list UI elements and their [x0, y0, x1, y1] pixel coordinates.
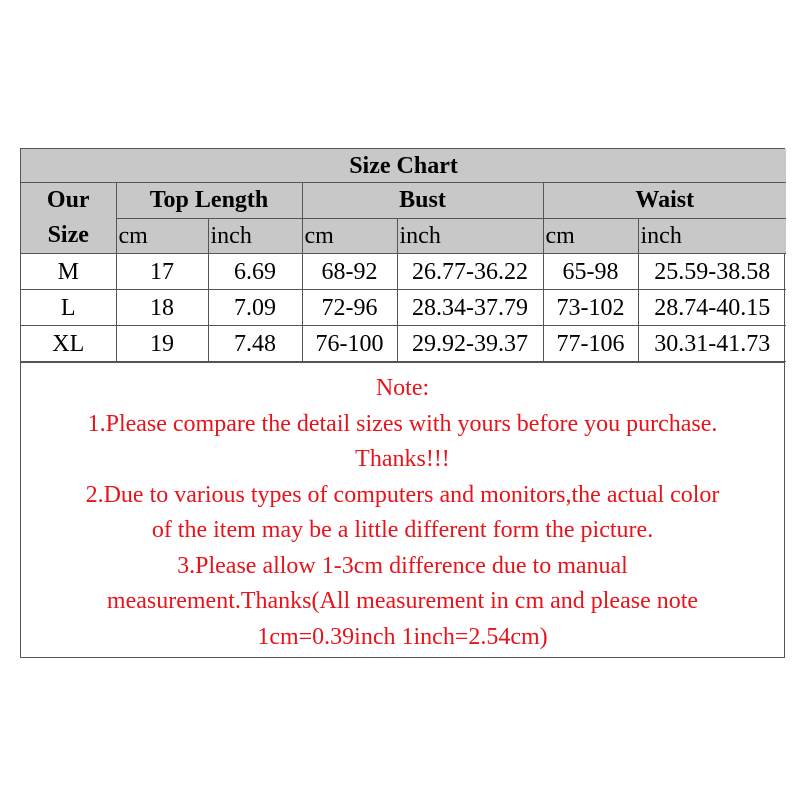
table-row	[21, 254, 786, 290]
size-header-line2: Size	[47, 222, 89, 248]
table-cell: 17	[116, 254, 208, 290]
table-cell: 77-106	[543, 326, 638, 362]
table-cell: 28.34-37.79	[397, 290, 543, 326]
table-cell: 6.69	[208, 254, 302, 290]
note-heading: Note:	[375, 375, 430, 401]
table-cell: 72-96	[302, 290, 397, 326]
note-line: 3.Please allow 1-3cm difference due to manual	[177, 552, 628, 579]
size-cell: L	[21, 290, 116, 326]
bust-header: Bust	[302, 183, 543, 219]
top-length-header: Top Length	[116, 183, 302, 219]
unit-header: cm	[302, 218, 397, 254]
table-cell: 30.31-41.73	[638, 326, 786, 362]
header-row	[21, 183, 786, 219]
title-row	[21, 149, 786, 183]
note-line: 1cm=0.39inch 1inch=2.54cm)	[257, 623, 548, 650]
table-cell: 7.09	[208, 290, 302, 326]
unit-header: inch	[397, 218, 543, 254]
unit-header: inch	[638, 218, 786, 254]
note-line: measurement.Thanks(All measurement in cm and please note	[106, 588, 699, 614]
table-cell: 73-102	[543, 290, 638, 326]
size-chart	[20, 148, 785, 658]
table-row	[21, 290, 786, 326]
note-line: of the item may be a little different form the picture.	[151, 517, 654, 543]
unit-header: inch	[208, 218, 302, 254]
table-row	[21, 326, 786, 362]
table-cell: 68-92	[302, 254, 397, 290]
unit-header: cm	[543, 218, 638, 254]
size-cell: M	[21, 254, 116, 290]
note-line: Thanks!!!	[355, 446, 450, 472]
waist-header: Waist	[543, 183, 786, 219]
table-cell: 25.59-38.58	[638, 254, 786, 290]
table-cell: 26.77-36.22	[397, 254, 543, 290]
notes-block	[21, 362, 784, 657]
size-header-line1: Our	[46, 187, 90, 213]
size-cell: XL	[21, 326, 116, 362]
chart-title: Size Chart	[21, 149, 786, 183]
size-column-header	[21, 183, 116, 254]
unit-row	[21, 218, 786, 254]
table-cell: 7.48	[208, 326, 302, 362]
table-cell: 18	[116, 290, 208, 326]
table-cell: 28.74-40.15	[638, 290, 786, 326]
table-cell: 29.92-39.37	[397, 326, 543, 362]
table-cell: 19	[116, 326, 208, 362]
size-table	[21, 149, 786, 362]
table-cell: 76-100	[302, 326, 397, 362]
note-line: 2.Due to various types of computers and monitors,the actual color	[85, 481, 720, 508]
table-cell: 65-98	[543, 254, 638, 290]
note-line: 1.Please compare the detail sizes with yours before you purchase.	[87, 410, 718, 437]
unit-header: cm	[116, 218, 208, 254]
